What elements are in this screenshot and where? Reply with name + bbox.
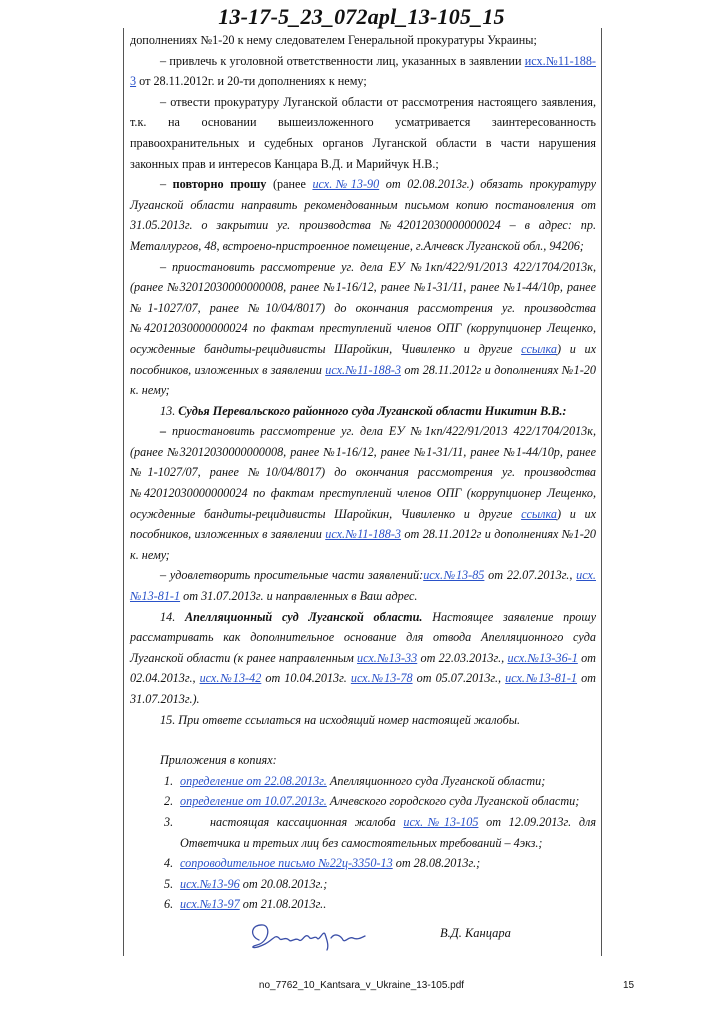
section-number: 13. [160,403,179,418]
list-item [164,771,596,792]
paragraph: дополнениях №1-20 к нему следователем Генеральной прокуратуры Украины; [130,33,537,47]
attachments-list [164,771,596,915]
section-heading [130,401,596,422]
text-run: – удовлетворить просительные части заявлений: [160,568,424,583]
text-run: от 31.07.2013г. и направленных в Ваш адрес. [180,589,418,604]
bold-text: – [160,424,172,439]
document-body [130,30,596,915]
text-run: от 21.08.2013г.. [239,897,327,912]
section-number: 14. [160,609,185,624]
text-run: от 28.11.2012г и дополнениях №1-20 к. нему; [130,362,596,398]
paragraph [130,421,596,565]
bold-text: Судья Перевальского районного суда Луганской области Никитин В.В.: [178,403,567,418]
right-margin-line [601,28,602,956]
handwritten-signature [245,918,370,954]
paragraph [130,607,596,710]
paragraph [130,257,596,401]
text-run: настоящая кассационная жалоба [210,814,404,829]
text-run: от 10.04.2013г. [261,671,351,686]
list-item [164,874,596,895]
list-item [164,812,596,853]
signatory-name: В.Д. Канцара [440,926,511,940]
attachment-link[interactable]: определение от 22.08.2013г. [180,773,327,788]
list-number: 2. [164,794,174,809]
spacer [130,730,596,750]
text-run: Алчевского городского суда Луганской области; [326,794,580,809]
text-run: от 28.08.2013г.; [392,856,481,871]
attachment-link[interactable]: определение от 10.07.2013г. [180,794,327,809]
signature-block [0,918,723,958]
text-run: от 20.08.2013г.; [239,876,328,891]
reference-link[interactable]: исх.№13-42 [199,671,262,686]
paragraph: 15. При ответе ссылаться на исходящий номер настоящей жалобы. [160,712,521,727]
paragraph [130,565,596,606]
text-run: приостановить рассмотрение уг. дела ЕУ №1кп/422/91/2013 422/1704/2013к, (ранее №32012030000000008, ранее №1-16/12, ранее №1-31/11, ранее №1-44/10р, ранее №1-1027/07, ранее №10/04/8017) до окончания рассмотрения уг. производства №42012030000000024 по фактам преступлений членов ОПГ (коррупционер Лещенко, осужденные бандиты-рецидивисты Шаройкин, Чивиленко и другие [130,424,597,521]
reference-link[interactable]: исх.№11-188-3 [325,362,402,377]
footer-filename: no_7762_10_Kantsara_v_Ukraine_13-105.pdf [258,980,465,991]
attachment-link[interactable]: исх.№13-97 [180,897,240,912]
text-run: от 28.11.2012г. и 20-ти дополнениях к нему; [136,74,367,89]
reference-link[interactable]: исх.№13-36-1 [507,650,578,665]
text-run: Апелляционного суда Луганской области; [326,773,546,788]
list-item [164,894,596,915]
bold-text: повторно прошу [172,177,267,192]
reference-link[interactable]: ссылка [521,341,557,356]
paragraph: – отвести прокуратуру Луганской области от рассмотрения настоящего заявления, т.к. на основании вышеизложенного усматривается заинтересованность правоохранительных и судебных органов Луганской области в части нарушения законных прав и интересов Канцара В.Д. и Марийчук Н.В.; [130,94,596,171]
paragraph [130,174,596,256]
text-run: ) и их пособников, изложенных в заявлении [130,506,596,542]
text-run: от 22.07.2013г., [484,568,577,583]
text-run: от 22.03.2013г., [417,650,508,665]
list-number: 1. [164,773,174,788]
list-item [164,853,596,874]
text-run: – привлечь к уголовной ответственности лиц, указанных в заявлении [160,53,525,68]
attachment-link[interactable]: сопроводительное письмо №22ц-3350-13 [180,856,393,871]
list-number: 3. [164,814,174,829]
text-run: от 31.07.2013г.). [130,671,596,706]
text-run: ) и их пособников, изложенных в заявлении [130,341,596,377]
list-number: 4. [164,856,174,871]
attachment-link[interactable]: исх.№13-96 [180,876,240,891]
reference-link[interactable]: исх.№13-33 [357,650,418,665]
text-run: от 05.07.2013г., [412,671,506,686]
reference-link[interactable]: исх.№13-81-1 [130,568,596,604]
attachments-title: Приложения в копиях: [160,753,277,768]
bold-text: Апелляционный суд Луганской области. [184,609,423,624]
text-run: Настоящее заявление прошу рассматривать как дополнительное основание для отвода Апелляционного суда Луганской области (к ранее направленным [130,609,596,665]
paragraph [130,51,596,92]
list-number: 5. [164,876,174,891]
reference-link[interactable]: исх.№11-188-3 [130,53,596,89]
reference-link[interactable]: ссылка [521,506,557,521]
text-run: – приостановить рассмотрение уг. дела ЕУ №1кп/422/91/2013 422/1704/2013к, (ранее №32012030000000008, ранее №1-16/12, ранее №1-31/11, ранее №1-44/10р, ранее №1-1027/07, ранее №10/04/8017) до окончания рассмотрения уг. производства №42012030000000024 по фактам преступлений членов ОПГ (коррупционер Лещенко, осужденные бандиты-рецидивисты Шаройкин, Чивиленко и другие [130,259,596,356]
reference-link[interactable]: исх.№13-90 [312,177,380,192]
left-margin-line [123,28,124,956]
text-run: от 28.11.2012г и дополнениях №1-20 к. нему; [130,527,596,562]
page-number: 15 [623,980,635,991]
text-run: от 02.08.2013г.) обязать прокуратуру Луганской области направить рекомендованным письмом копию постановления от 31.05.2013г. о закрытии уг. производства №42012030000000024 – в адрес: пр. Металлургов, 48, встроено-пристроенное помещение, г.Алчевск Луганской обл., 94206; [130,177,596,253]
reference-link[interactable]: исх.№13-85 [423,568,485,583]
list-number: 6. [164,897,174,912]
text-run: (ранее [266,177,313,192]
reference-link[interactable]: исх.№13-81-1 [505,671,578,686]
document-header-title: 13-17-5_23_072apl_13-105_15 [218,4,505,29]
list-item [164,791,596,812]
attachment-link[interactable]: исх.№13-105 [403,814,479,829]
reference-link[interactable]: исх.№13-78 [350,671,413,686]
text-run: от 02.04.2013г., [130,650,596,686]
reference-link[interactable]: исх.№11-188-3 [325,527,402,542]
text-run: – [160,177,173,192]
text-run: от 12.09.2013г. для Ответчика и третьих лиц без самостоятельных требований – 4экз.; [180,814,596,850]
